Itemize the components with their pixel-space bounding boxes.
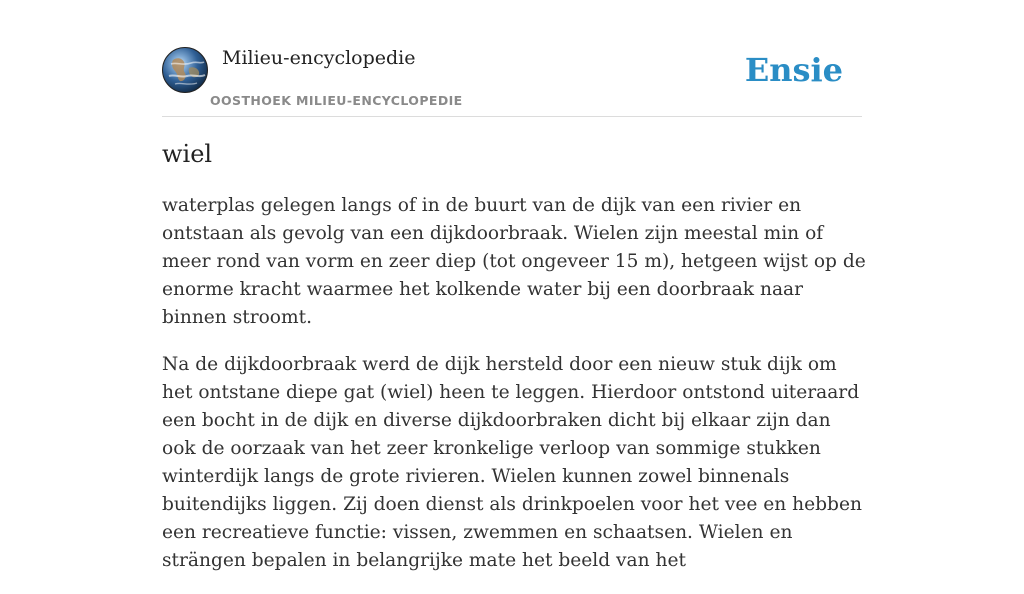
site-header [162, 40, 862, 117]
site-title[interactable]: Milieu-encyclopedie [222, 47, 416, 69]
article-paragraph: Na de dijkdoorbraak werd de dijk hersteld door een nieuw stuk dijk om het ontstane diepe gat (wiel) heen te leggen. Hierdoor ontstond uiteraard een bocht in de dijk en diverse dijkdoorbraken dicht bij elkaar zijn dan ook de oorzaak van het zeer kronkelige verloop van sommige stukken winterdijk langs de grote rivieren. Wielen kunnen zowel binnenals buitendijks liggen. Zij doen dienst als drinkpoelen voor het vee en hebben een recreatieve functie: vissen, zwemmen en schaatsen. Wielen en strängen bepalen in belangrijke mate het beeld van het [162, 354, 862, 571]
ensie-brand-link[interactable]: Ensie [744, 51, 843, 89]
site-subtitle[interactable]: OOSTHOEK MILIEU-ENCYCLOPEDIE [210, 93, 463, 108]
article-body [162, 192, 866, 594]
earth-globe-icon[interactable] [162, 47, 208, 93]
article-term: wiel [162, 140, 213, 168]
article-paragraph: waterplas gelegen langs of in de buurt van de dijk van een rivier en ontstaan als gevolg van een dijkdoorbraak. Wielen zijn meestal min of meer rond van vorm en zeer diep (tot ongeveer 15 m), hetgeen wijst op de enorme kracht waarmee het kolkende water bij een doorbraak naar binnen stroomt. [162, 195, 866, 328]
